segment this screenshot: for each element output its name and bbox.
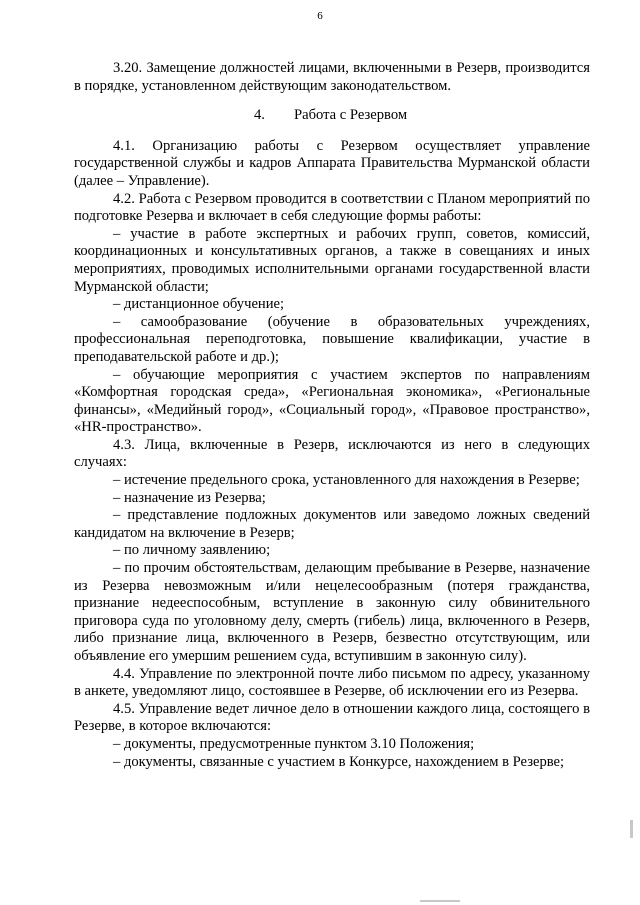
section-title: Работа с Резервом	[294, 107, 408, 124]
paragraph-4-3: 4.3. Лица, включенные в Резерв, исключаются из него в следующих случаях:	[74, 436, 590, 471]
list-item: – документы, связанные с участием в Конкурсе, нахождением в Резерве;	[113, 753, 565, 770]
list-item: – самообразование (обучение в образовательных учреждениях, профессиональная переподготовка, повышение квалификации, участие в преподавательской работе и др.);	[74, 313, 590, 365]
scan-artifact	[420, 900, 460, 902]
list-item: – назначение из Резерва;	[113, 489, 266, 506]
paragraph-4-5: 4.5. Управление ведет личное дело в отношении каждого лица, состоящего в Резерве, в которое включаются:	[74, 700, 590, 735]
list-item: – документы, предусмотренные пунктом 3.10 Положения;	[113, 735, 475, 752]
paragraph-4-1: 4.1. Организацию работы с Резервом осуществляет управление государственной службы и кадров Аппарата Правительства Мурманской области (далее – Управление).	[74, 137, 590, 189]
list-item: – представление подложных документов или заведомо ложных сведений кандидатом на включение в Резерв;	[74, 507, 590, 541]
document-body	[74, 60, 590, 771]
list-item: – обучающие мероприятия с участием экспертов по направлениям «Комфортная городская среда», «Региональная экономика», «Региональные финансы», «Медийный город», «Социальный город», «Правовое пространство», «HR-пространство».	[74, 366, 590, 436]
section-number: 4.	[254, 107, 265, 124]
list-item: – истечение предельного срока, установленного для нахождения в Резерве;	[113, 472, 580, 489]
list-item: – дистанционное обучение;	[113, 296, 285, 313]
list-item: – по личному заявлению;	[113, 542, 271, 559]
paragraph-4-4: 4.4. Управление по электронной почте либо письмом по адресу, указанному в анкете, уведомляют лицо, состоявшее в Резерве, об исключении его из Резерва.	[74, 665, 590, 700]
page-number: 6	[317, 10, 323, 22]
paragraph-4-2: 4.2. Работа с Резервом проводится в соответствии с Планом мероприятий по подготовке Резерва и включает в себя следующие формы работы:	[74, 190, 590, 225]
list-item: – по прочим обстоятельствам, делающим пребывание в Резерве, назначение из Резерва невозможным и/или нецелесообразным (потеря гражданства, признание недееспособным, вступление в законную силу обвинительного приговора суда по уголовному делу, смерть (гибель) лица, включенного в Резерв, либо признание лица, включенного в Резерв, безвестно отсутствующим, или объявление его умершим решением суда, вступившим в законную силу).	[74, 560, 590, 664]
scan-artifact	[630, 820, 633, 838]
list-item: – участие в работе экспертных и рабочих групп, советов, комиссий, координационных и консультативных органов, а также в совещаниях и иных мероприятиях, проводимых исполнительными органами государственной власти Мурманской области;	[74, 225, 590, 295]
paragraph-3-20: 3.20. Замещение должностей лицами, включенными в Резерв, производится в порядке, установленном действующим законодательством.	[74, 60, 590, 94]
section-heading	[74, 107, 590, 125]
